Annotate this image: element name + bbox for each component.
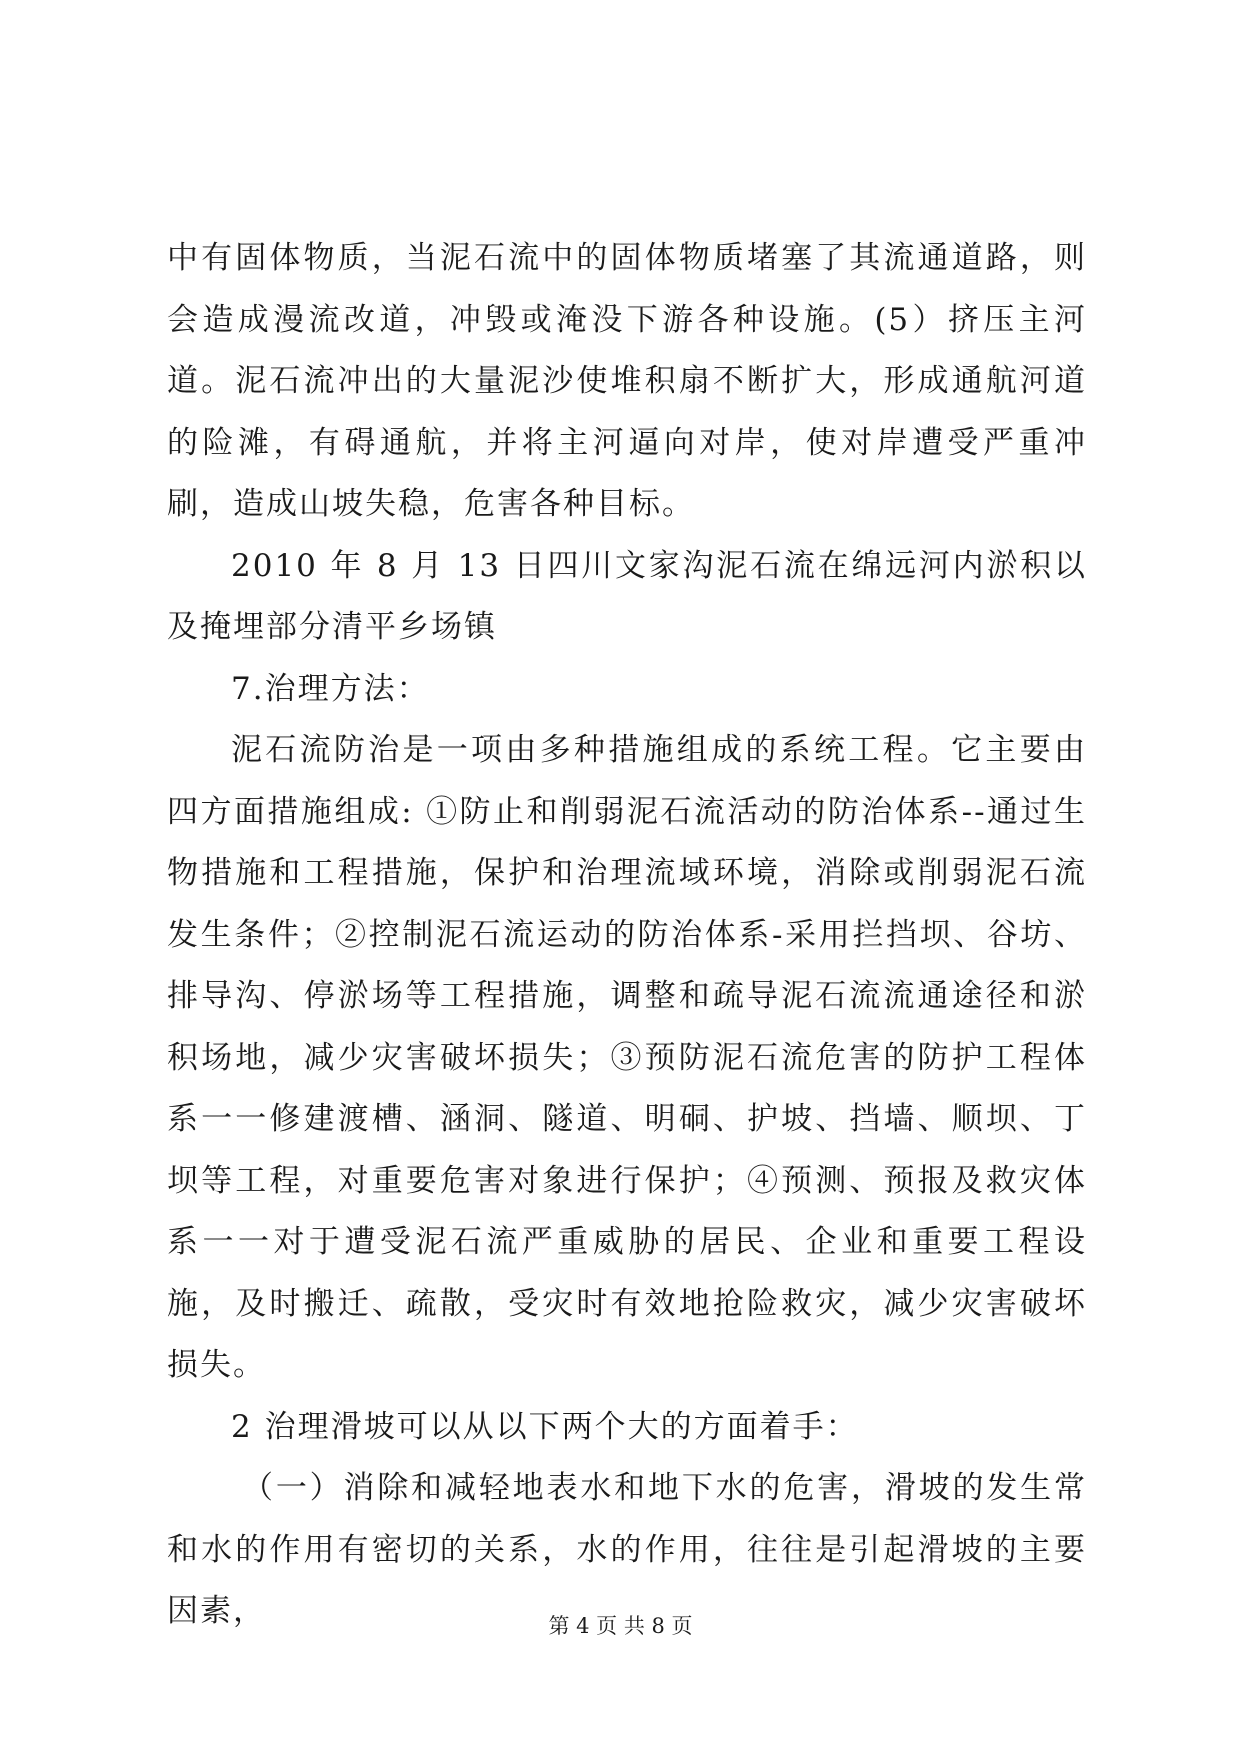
section-heading-treatment-methods: 7.治理方法： [231,670,430,707]
paragraph-debris-flow-prevention: 泥石流防治是一项由多种措施组成的系统工程。它主要由四方面措施组成: ①防止和削弱泥石流活动的防治体系--通过生物措施和工程措施，保护和治理流域环境，消除或削弱泥石流发生条件；②控制泥石流运动的防治体系-采用拦挡坝、谷坊、排导沟、停淤场等工程措施，调整和疏导泥石流流通途径和淤积场地，减少灾害破坏损失；③预防泥石流危害的防护工程体系一一修建渡槽、涵洞、隧道、明硐、护坡、挡墙、顺坝、丁坝等工程，对重要危害对象进行保护；④预测、预报及救灾体系一一对于遭受泥石流严重威胁的居民、企业和重要工程设施，及时搬迁、疏散，受灾时有效地抢险救灾，减少灾害破坏损失。 [167,732,1087,1383]
paragraph-continuation: 中有固体物质，当泥石流中的固体物质堵塞了其流通道路，则会造成漫流改道，冲毁或淹没下游各种设施。(5）挤压主河道。泥石流冲出的大量泥沙使堆积扇不断扩大，形成通航河道的险滩，有碍通航，并将主河逼向对岸，使对岸遭受严重冲刷，造成山坡失稳，危害各种目标。 [167,240,1087,522]
section-heading-landslide-treatment: 2 治理滑坡可以从以下两个大的方面着手： [231,1408,859,1445]
page-footer: 第 4 页 共 8 页 [548,1614,693,1638]
paragraph-event-note: 2010 年 8 月 13 日四川文家沟泥石流在绵远河内淤积以及掩埋部分清平乡场镇 [167,547,1087,645]
document-body [167,228,1087,1643]
paragraph-water-hazard: （一）消除和减轻地表水和地下水的危害，滑坡的发生常和水的作用有密切的关系，水的作用，往往是引起滑坡的主要因素， [167,1470,1087,1629]
